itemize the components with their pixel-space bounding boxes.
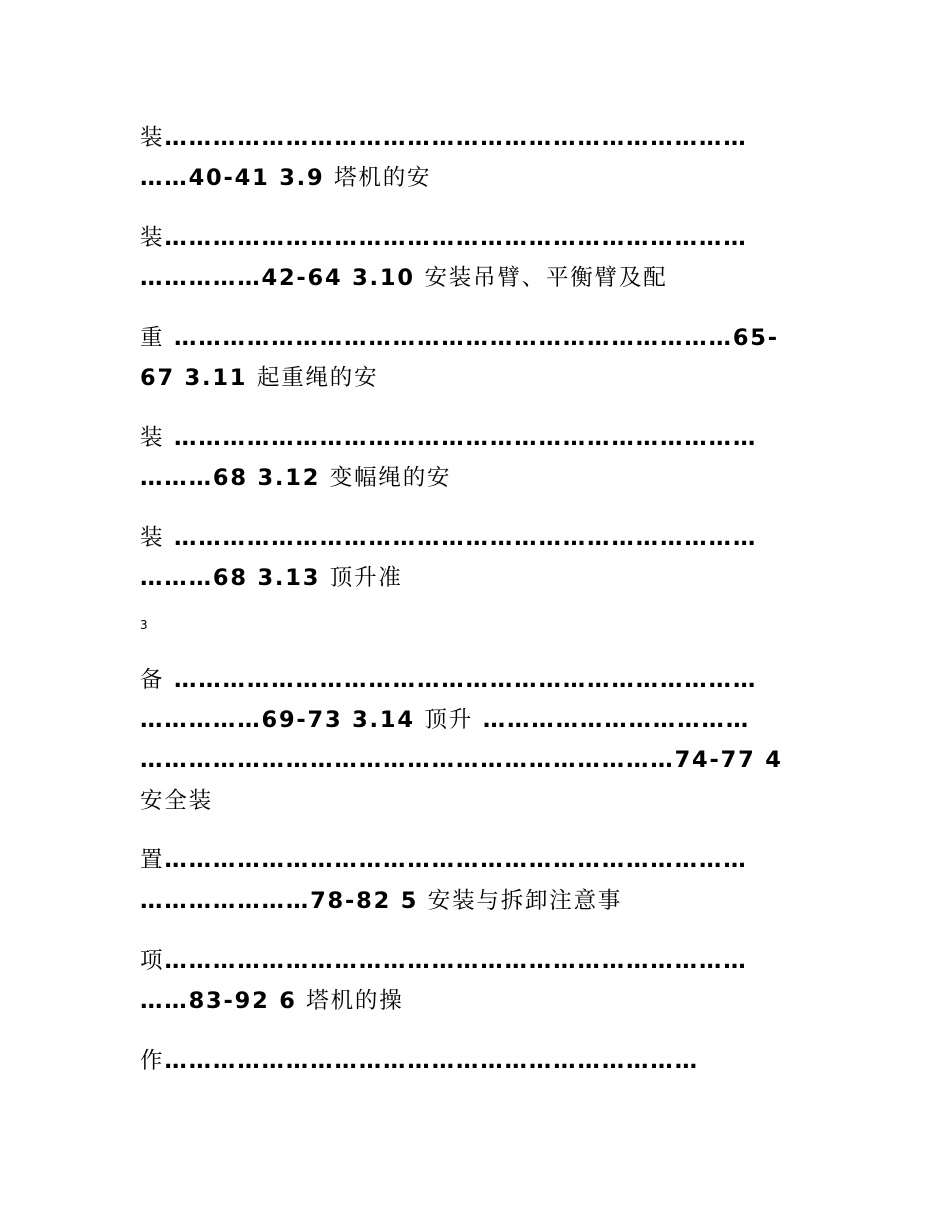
toc-line <box>140 223 748 253</box>
toc-text: 装 <box>140 525 165 551</box>
toc-text: ………68 3.12 <box>140 465 330 491</box>
toc-text: ……………69-73 3.14 <box>140 707 425 733</box>
toc-text: 重 <box>140 325 165 351</box>
toc-text: 顶升准 <box>329 565 403 591</box>
toc-line <box>140 986 404 1016</box>
toc-text: …………………………………………………………74-77 4 <box>140 747 783 773</box>
toc-text: …………………78-82 5 <box>140 888 428 914</box>
toc-line <box>140 263 667 293</box>
toc-line <box>140 705 750 735</box>
toc-text: ……………………………………………………………… <box>164 225 748 251</box>
toc-text: 安装与拆卸注意事 <box>427 888 623 914</box>
toc-text: ……………………………………………………………… <box>164 667 758 693</box>
toc-line <box>140 323 779 353</box>
toc-text: ……………………………………………………………… <box>164 948 748 974</box>
toc-text: 塔机的安 <box>334 165 432 191</box>
toc-text: 装 <box>140 425 165 451</box>
toc-text: ……………………………………………………………… <box>164 525 758 551</box>
toc-text: 作 <box>140 1048 165 1074</box>
toc-line <box>140 363 378 393</box>
toc-text: ……………………………………………………………… <box>164 425 758 451</box>
toc-text: 变幅绳的安 <box>329 465 452 491</box>
toc-text: ……40-41 3.9 <box>140 165 335 191</box>
toc-text: 安全装 <box>140 788 213 814</box>
toc-text: 项 <box>140 948 165 974</box>
toc-text: 67 3.11 <box>140 365 257 391</box>
toc-text: 顶升 <box>424 707 474 733</box>
toc-line <box>140 665 757 695</box>
toc-text: ………………………………………………………… <box>164 1048 699 1074</box>
toc-line <box>140 745 783 775</box>
toc-line <box>140 845 748 875</box>
page-number: 3 <box>140 618 148 632</box>
toc-text: ……………………………………………………………… <box>164 847 748 873</box>
toc-text: 起重绳的安 <box>256 365 379 391</box>
toc-line <box>140 1046 699 1076</box>
toc-text: 安装吊臂、平衡臂及配 <box>424 265 668 291</box>
toc-line <box>140 123 748 153</box>
toc-text: ………68 3.13 <box>140 565 330 591</box>
toc-text: ……………………………………………………………… <box>164 125 748 151</box>
toc-text: 备 <box>140 667 165 693</box>
toc-line <box>140 786 213 816</box>
toc-line <box>140 886 622 916</box>
toc-line <box>140 523 757 553</box>
toc-text: 塔机的操 <box>306 988 404 1014</box>
toc-line <box>140 423 757 453</box>
toc-text: 装 <box>140 225 165 251</box>
toc-line <box>140 463 451 493</box>
toc-text: ……83-92 6 <box>140 988 307 1014</box>
toc-line <box>140 563 403 593</box>
toc-text: …………………………… <box>473 707 750 733</box>
toc-text: ……………42-64 3.10 <box>140 265 425 291</box>
toc-line <box>140 163 431 193</box>
toc-line <box>140 946 748 976</box>
toc-text: 置 <box>140 847 165 873</box>
toc-text: 装 <box>140 125 165 151</box>
toc-text: ……………………………………………………………65- <box>164 325 779 351</box>
